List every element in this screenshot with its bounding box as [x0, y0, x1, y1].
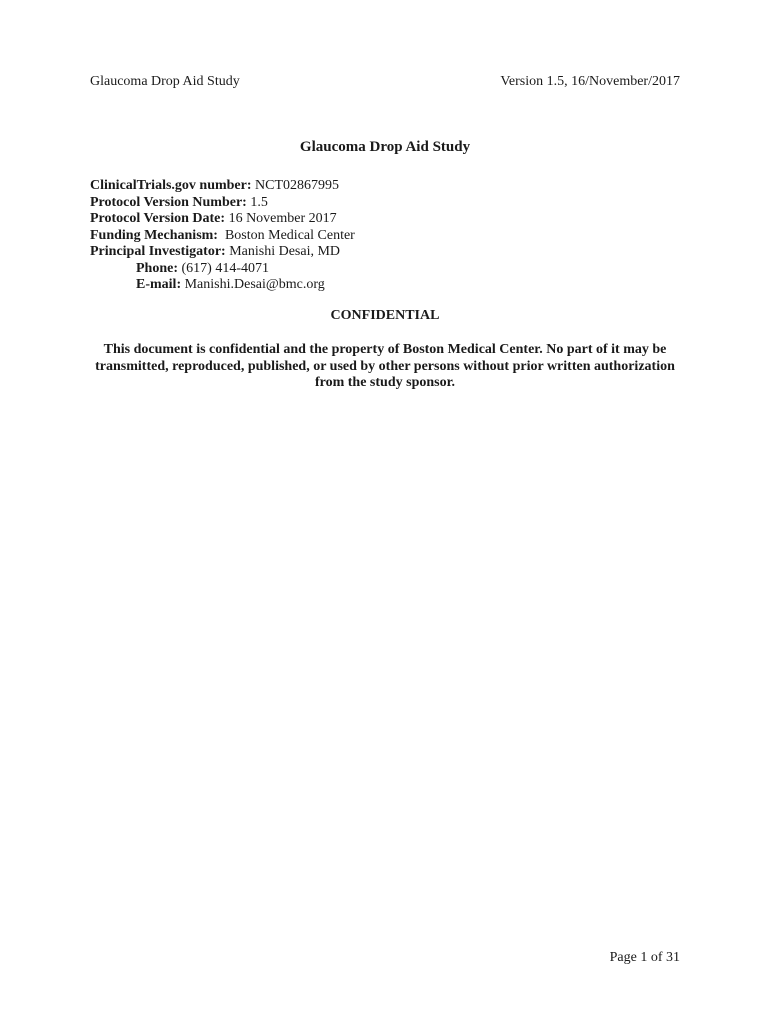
- document-title: Glaucoma Drop Aid Study: [299, 139, 471, 155]
- meta-phone: [90, 261, 355, 278]
- header-version: Version 1.5, 16/November/2017: [500, 74, 680, 89]
- confidential-heading: CONFIDENTIAL: [330, 308, 440, 323]
- meta-value: 1.5: [250, 194, 268, 210]
- email-label: E-mail:: [136, 277, 182, 292]
- page-number: Page 1 of 31: [609, 950, 680, 965]
- confidential-notice: This document is confidential and the property of Boston Medical Center. No part of it may be transmitted, reproduced, published, or used by other persons without prior written authorization from the study sponsor.: [95, 342, 675, 390]
- protocol-metadata: [90, 178, 355, 294]
- meta-protocol-version-number: [90, 195, 355, 212]
- email-value: Manishi.Desai@bmc.org: [184, 277, 325, 292]
- phone-label: Phone:: [136, 260, 178, 276]
- meta-protocol-version-date: [90, 211, 355, 228]
- meta-label: ClinicalTrials.gov number:: [90, 178, 252, 193]
- meta-clinicaltrials-number: [90, 178, 355, 195]
- meta-value: NCT02867995: [255, 178, 340, 193]
- meta-funding-mechanism: [90, 228, 355, 245]
- meta-label: Protocol Version Date:: [90, 211, 226, 226]
- meta-value: 16 November 2017: [228, 211, 337, 226]
- meta-value: Boston Medical Center: [221, 227, 355, 243]
- meta-email: [90, 277, 355, 294]
- meta-principal-investigator: [90, 244, 355, 261]
- meta-value: Manishi Desai, MD: [229, 244, 341, 259]
- meta-label: Protocol Version Number:: [90, 194, 247, 210]
- meta-label: Funding Mechanism:: [90, 227, 218, 243]
- meta-label: Principal Investigator:: [90, 244, 226, 259]
- header-study-name: Glaucoma Drop Aid Study: [90, 74, 240, 89]
- phone-value: (617) 414-4071: [181, 260, 269, 276]
